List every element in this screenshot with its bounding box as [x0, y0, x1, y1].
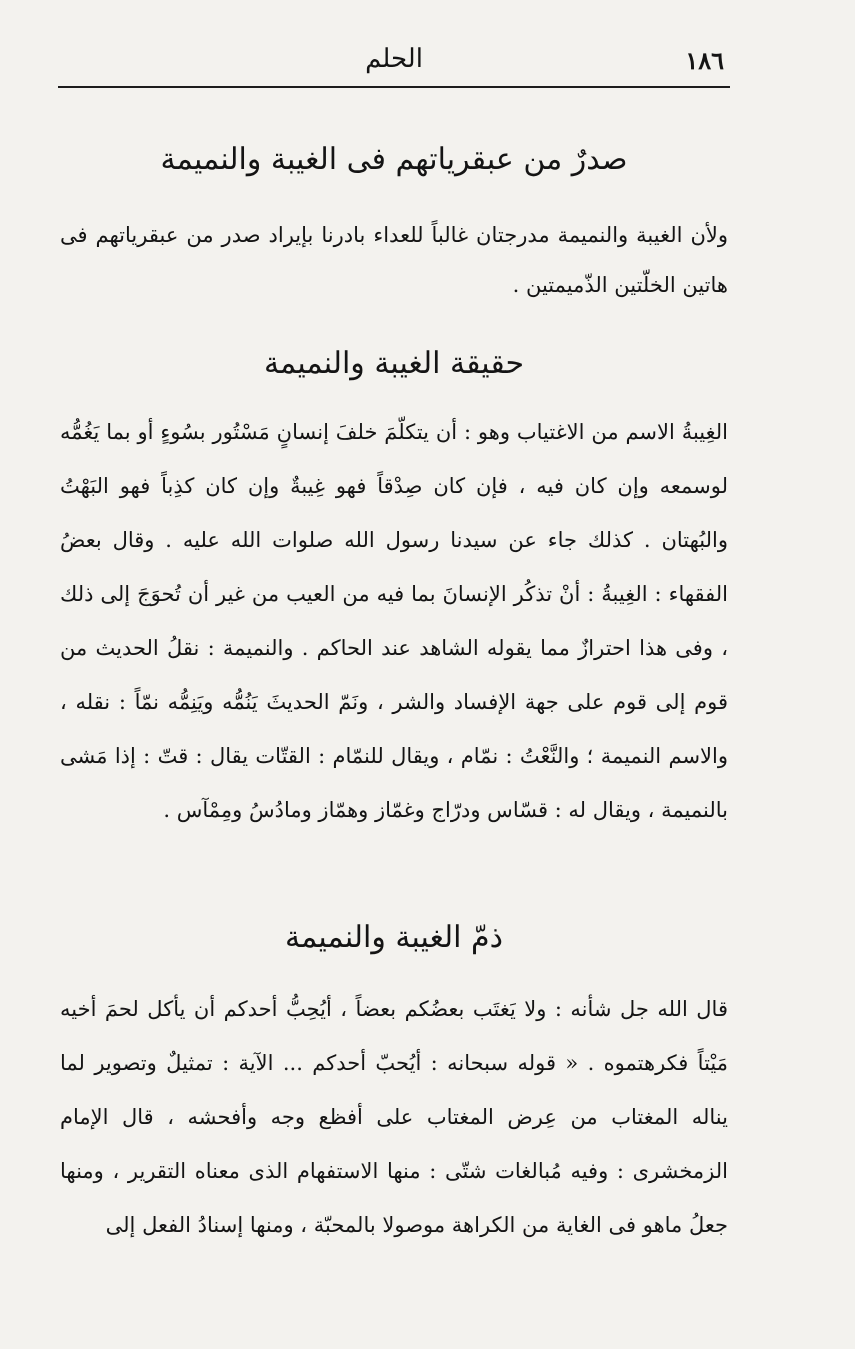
running-header [60, 40, 728, 80]
section-heading-condemnation: ذمّ الغيبة والنميمة [285, 920, 503, 955]
section-heading-definition: حقيقة الغيبة والنميمة [263, 346, 525, 381]
running-title: الحلم [365, 44, 423, 74]
definition-paragraph: الغِيبةُ الاسم من الاغتياب وهو : أن يتكلّمَ خلفَ إنسانٍ مَسْتُور بسُوءٍ أو بما يَغُمُّه لوسمعه وإن كان فيه ، فإن كان صِدْقاً فهو غِيبةٌ وإن كان كذِباً فهو البَهْتُ والبُهتان . كذلك جاء عن سيدنا رسول الله صلوات الله عليه . وقال بعضُ الفقهاء : الغِيبةُ : أنْ تذكُر الإنسانَ بما فيه من العيب من غير أن تُحوَجَ إلى ذلك ، وفى هذا احترازٌ مما يقوله الشاهد عند الحاكم . والنميمة : نقلُ الحديث من قوم إلى قوم على جهة الإفساد والشر ، ونَمّ الحديثَ يَنُمُّه ويَنِمُّه نمّاً : نقله ، والاسم النميمة ؛ والنَّعْتُ : نمّام ، ويقال للنمّام : القتّات يقال : قتّ : إذا مَشى بالنميمة ، ويقال له : قسّاس ودرّاج وغمّاز وهمّاز ومادُسُ ومِمْآس . [60, 420, 728, 822]
condemnation-paragraph: قال الله جل شأنه : ولا يَغتَب بعضُكم بعضاً ، أيُحِبُّ أحدكم أن يأكل لحمَ أخيه مَيْتاً فكرهتموه . « قوله سبحانه : أيُحبّ أحدكم ... الآية : تمثيلٌ وتصوير لما يناله المغتاب من عِرض المغتاب على أفظع وجه وأفحشه ، قال الإمام الزمخشرى : وفيه مُبالغات شتّى : منها الاستفهام الذى معناه التقرير ، ومنها جعلُ ماهو فى الغاية من الكراهة موصولا بالمحبّة ، ومنها إسنادُ الفعل إلى [60, 997, 728, 1237]
section-heading-excerpt: صدرٌ من عبقرياتهم فى الغيبة والنميمة [160, 142, 628, 177]
header-rule [58, 86, 730, 88]
intro-paragraph: ولأن الغيبة والنميمة مدرجتان غالباً للعداء بادرنا بإيراد صدر من عبقرياتهم فى هاتين الخلّتين الذّميمتين . [60, 223, 728, 297]
page-number: ١٨٦ [685, 46, 724, 75]
